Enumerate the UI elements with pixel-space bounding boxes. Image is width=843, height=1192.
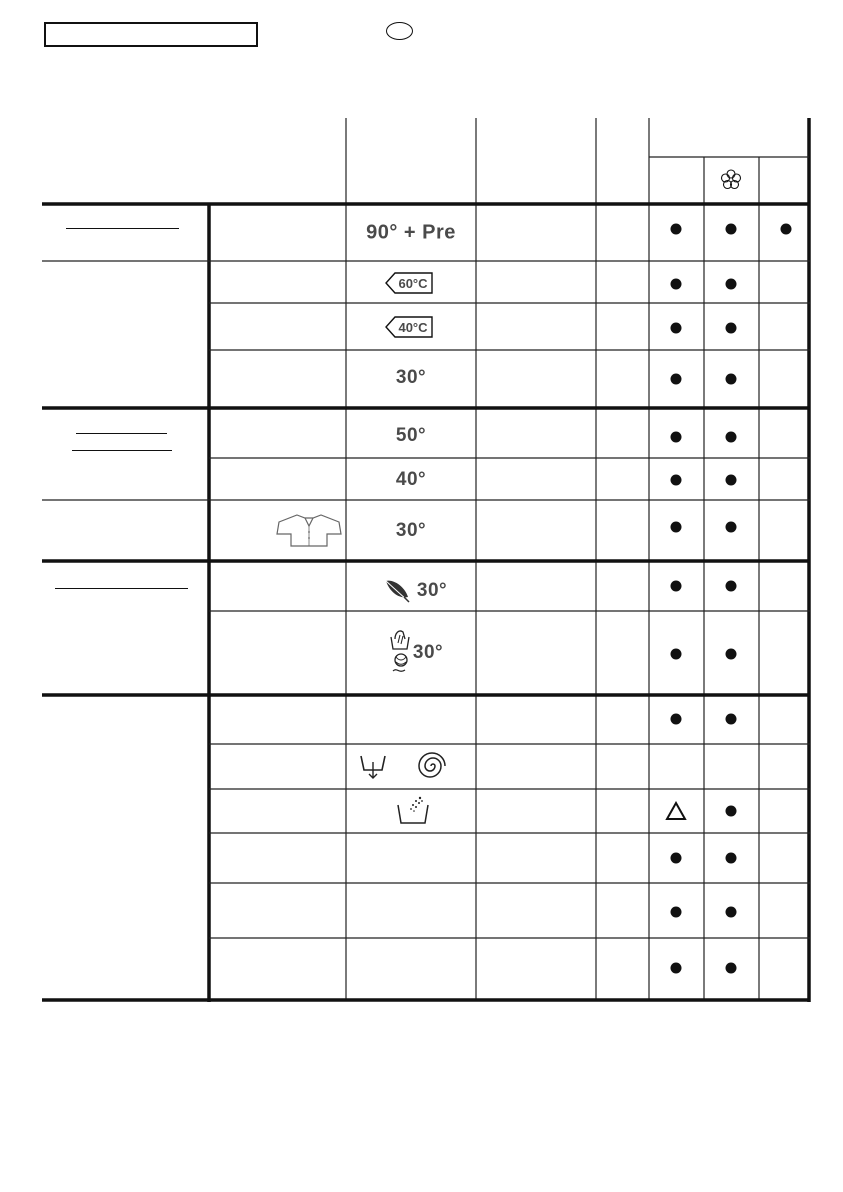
section-label-line [76, 433, 167, 434]
dot-marker [726, 279, 737, 290]
dot-marker [726, 714, 737, 725]
dot-marker [671, 649, 682, 660]
dot-marker [671, 279, 682, 290]
dot-marker [726, 806, 737, 817]
dot-marker [781, 224, 792, 235]
temp-30: 30° [395, 367, 427, 388]
shirt-icon [275, 512, 343, 548]
section-label-line [66, 228, 179, 229]
dot-marker [671, 224, 682, 235]
temp-tag-40 [385, 316, 433, 338]
dot-marker [726, 323, 737, 334]
dot-marker [726, 475, 737, 486]
temp-tag-60 [385, 272, 433, 294]
temp-40: 40° [395, 469, 427, 490]
dot-marker [671, 374, 682, 385]
dot-marker [671, 714, 682, 725]
dot-marker [671, 907, 682, 918]
dot-marker [671, 963, 682, 974]
dot-marker [671, 475, 682, 486]
temp-tag-40-label: 40°C [398, 319, 428, 335]
temp-30-delicates: 30° [416, 580, 448, 601]
spin-icon [418, 751, 448, 781]
dot-marker [726, 432, 737, 443]
dot-marker [671, 853, 682, 864]
feather-icon [382, 577, 410, 603]
dot-marker [726, 853, 737, 864]
temp-30-wool: 30° [412, 642, 444, 663]
dot-marker [726, 522, 737, 533]
dot-marker [671, 432, 682, 443]
dot-marker [726, 581, 737, 592]
dot-marker [671, 581, 682, 592]
dot-marker [726, 907, 737, 918]
section-label-line [72, 450, 172, 451]
section-label-line [55, 588, 188, 589]
triangle-marker-icon [665, 801, 687, 821]
drain-icon [358, 752, 388, 780]
dot-marker [726, 963, 737, 974]
temp-50: 50° [395, 425, 427, 446]
temp-90-pre: 90° + Pre [366, 221, 456, 244]
dot-marker [726, 374, 737, 385]
handwash-icon [385, 627, 415, 677]
dot-marker [671, 522, 682, 533]
temp-tag-60-label: 60°C [398, 275, 428, 291]
dot-marker [671, 323, 682, 334]
temp-30-shirts: 30° [395, 520, 427, 541]
dot-marker [726, 649, 737, 660]
flower-icon [720, 169, 742, 191]
dot-marker [726, 224, 737, 235]
rinse-icon [394, 795, 432, 825]
